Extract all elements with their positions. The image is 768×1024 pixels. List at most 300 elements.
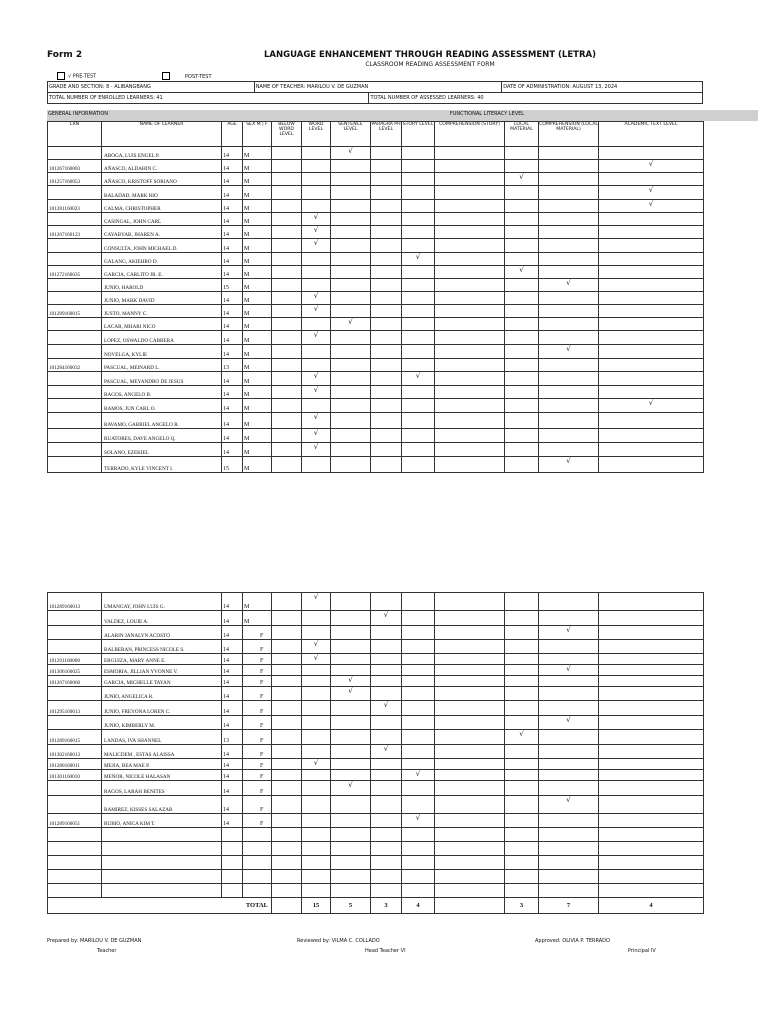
blank-row — [48, 870, 704, 884]
table-row — [48, 593, 704, 611]
sex-cell: M — [243, 226, 272, 239]
table-row — [48, 781, 704, 796]
level-paragraph-cell: √ — [371, 745, 402, 759]
level-local-material-cell — [505, 239, 539, 253]
level-local-material-cell — [505, 781, 539, 796]
level-word-cell — [302, 173, 331, 186]
level-word-cell — [302, 687, 331, 701]
lrn-cell: 101301160010 — [48, 770, 102, 781]
empty-cell — [435, 842, 505, 856]
level-comp-local-cell — [539, 226, 599, 239]
level-comp-local-cell — [539, 443, 599, 457]
level-paragraph-cell: √ — [371, 701, 402, 716]
empty-cell — [505, 842, 539, 856]
page-subtitle: CLASSROOM READING ASSESSMENT FORM — [365, 61, 495, 68]
empty-cell — [539, 842, 599, 856]
level-paragraph-cell — [371, 640, 402, 654]
level-sentence-cell — [331, 593, 371, 611]
table-row — [48, 457, 704, 473]
enrolled-count: TOTAL NUMBER OF ENROLLED LEARNERS: 41 — [48, 93, 369, 104]
lrn-cell: 101280160011 — [48, 759, 102, 770]
level-paragraph-cell — [371, 173, 402, 186]
table-row — [48, 226, 704, 239]
age-cell: 14 — [222, 200, 243, 213]
col-comp-story: COMPREHENSION (STORY) — [435, 122, 505, 147]
sex-cell: M — [243, 443, 272, 457]
empty-cell — [402, 884, 435, 898]
level-academic-cell — [599, 386, 704, 399]
post-test-checkbox[interactable] — [162, 72, 170, 80]
level-sentence-cell — [331, 745, 371, 759]
empty-cell — [402, 828, 435, 842]
lrn-cell: 101289160015 — [48, 305, 102, 318]
level-paragraph-cell — [371, 213, 402, 226]
level-below-cell — [272, 318, 302, 331]
level-story-cell — [402, 640, 435, 654]
level-local-material-cell — [505, 186, 539, 200]
level-word-cell — [302, 730, 331, 745]
level-comp-local-cell — [539, 654, 599, 665]
level-comp-story-cell — [435, 687, 505, 701]
level-below-cell — [272, 770, 302, 781]
level-comp-story-cell — [435, 413, 505, 429]
sex-cell: M — [243, 253, 272, 266]
level-story-cell — [402, 626, 435, 640]
level-local-material-cell — [505, 676, 539, 687]
pre-test-checkbox[interactable] — [57, 72, 65, 80]
empty-cell — [272, 828, 302, 842]
level-story-cell — [402, 443, 435, 457]
reviewed-by: Reviewed by: VILMA C. COLLADO — [297, 938, 380, 944]
level-word-cell — [302, 200, 331, 213]
level-local-material-cell — [505, 359, 539, 372]
table-row — [48, 173, 704, 186]
sex-cell: F — [243, 730, 272, 745]
level-story-cell — [402, 716, 435, 730]
level-comp-local-cell: √ — [539, 665, 599, 676]
level-comp-story-cell — [435, 730, 505, 745]
level-word-cell — [302, 665, 331, 676]
level-comp-story-cell — [435, 759, 505, 770]
level-academic-cell — [599, 781, 704, 796]
empty-cell — [435, 856, 505, 870]
post-test-option[interactable] — [162, 72, 212, 80]
empty-cell — [402, 870, 435, 884]
level-below-cell — [272, 239, 302, 253]
level-local-material-cell — [505, 593, 539, 611]
table-row — [48, 147, 704, 160]
level-word-cell: √ — [302, 239, 331, 253]
level-below-cell — [272, 399, 302, 413]
total-story: 4 — [402, 898, 435, 914]
level-story-cell — [402, 593, 435, 611]
table-row — [48, 814, 704, 828]
level-story-cell — [402, 399, 435, 413]
level-word-cell: √ — [302, 226, 331, 239]
level-academic-cell — [599, 687, 704, 701]
level-comp-story-cell — [435, 173, 505, 186]
empty-cell — [272, 884, 302, 898]
learner-name-cell: LANDAS, IVA SHANNEL — [102, 730, 222, 745]
empty-cell — [302, 842, 331, 856]
level-word-cell: √ — [302, 305, 331, 318]
level-sentence-cell — [331, 701, 371, 716]
level-local-material-cell — [505, 413, 539, 429]
age-cell: 13 — [222, 730, 243, 745]
level-paragraph-cell — [371, 687, 402, 701]
level-academic-cell — [599, 665, 704, 676]
sex-cell: M — [243, 611, 272, 626]
level-local-material-cell: √ — [505, 730, 539, 745]
age-cell: 14 — [222, 593, 243, 611]
level-comp-local-cell — [539, 759, 599, 770]
sex-cell: F — [243, 716, 272, 730]
level-comp-story-cell — [435, 318, 505, 331]
learner-name-cell: ABOGA, LUIS ENGEL P. — [102, 147, 222, 160]
assessment-table-page2 — [47, 592, 704, 914]
lrn-cell — [48, 626, 102, 640]
col-local-material: LOCAL MATERIAL — [505, 122, 539, 147]
level-academic-cell: √ — [599, 200, 704, 213]
level-sentence-cell — [331, 770, 371, 781]
level-comp-local-cell — [539, 814, 599, 828]
level-word-cell — [302, 359, 331, 372]
level-sentence-cell — [331, 213, 371, 226]
age-cell: 14 — [222, 701, 243, 716]
level-comp-local-cell — [539, 399, 599, 413]
level-word-cell — [302, 457, 331, 473]
age-cell: 14 — [222, 676, 243, 687]
level-comp-story-cell — [435, 160, 505, 173]
level-comp-local-cell — [539, 253, 599, 266]
level-comp-local-cell — [539, 318, 599, 331]
level-comp-local-cell — [539, 429, 599, 443]
form-label: Form 2 — [47, 50, 83, 60]
level-paragraph-cell: √ — [371, 611, 402, 626]
post-test-label: POST-TEST — [185, 73, 212, 80]
level-comp-story-cell — [435, 345, 505, 359]
level-sentence-cell — [331, 796, 371, 814]
total-word: 15 — [302, 898, 331, 914]
level-comp-local-cell — [539, 266, 599, 279]
level-sentence-cell — [331, 253, 371, 266]
sex-cell: M — [243, 457, 272, 473]
level-local-material-cell — [505, 399, 539, 413]
level-local-material-cell — [505, 345, 539, 359]
level-paragraph-cell — [371, 186, 402, 200]
lrn-cell: 101267160003 — [48, 160, 102, 173]
level-word-cell: √ — [302, 213, 331, 226]
age-cell: 14 — [222, 226, 243, 239]
level-word-cell — [302, 253, 331, 266]
learner-name-cell: CAYABYAB, JHAREN A. — [102, 226, 222, 239]
learner-name-cell: TERRADO, KYLE VINCENT I. — [102, 457, 222, 473]
empty-cell — [222, 828, 243, 842]
learner-name-cell: PASCUAL, MEYANDRO DE JESUS — [102, 372, 222, 386]
level-sentence-cell — [331, 413, 371, 429]
level-comp-story-cell — [435, 239, 505, 253]
level-academic-cell — [599, 359, 704, 372]
level-word-cell — [302, 160, 331, 173]
empty-cell — [222, 884, 243, 898]
level-comp-story-cell — [435, 716, 505, 730]
level-sentence-cell: √ — [331, 687, 371, 701]
level-word-cell — [302, 796, 331, 814]
level-comp-story-cell — [435, 253, 505, 266]
empty-cell — [272, 842, 302, 856]
level-story-cell — [402, 359, 435, 372]
info-table — [47, 81, 703, 104]
lrn-cell — [48, 640, 102, 654]
level-comp-story-cell — [435, 147, 505, 160]
lrn-cell — [48, 292, 102, 305]
total-below — [272, 898, 302, 914]
empty-cell — [435, 870, 505, 884]
level-story-cell — [402, 213, 435, 226]
level-story-cell — [402, 160, 435, 173]
learner-name-cell: RAVAMO, GABRIEL ANGELO R. — [102, 413, 222, 429]
level-paragraph-cell — [371, 796, 402, 814]
empty-cell — [371, 856, 402, 870]
age-cell: 14 — [222, 759, 243, 770]
level-comp-story-cell — [435, 701, 505, 716]
level-comp-story-cell — [435, 814, 505, 828]
total-academic: 4 — [599, 898, 704, 914]
sex-cell: F — [243, 701, 272, 716]
level-local-material-cell — [505, 796, 539, 814]
empty-cell — [331, 856, 371, 870]
level-paragraph-cell — [371, 372, 402, 386]
col-comp-local: COMPREHENSION (LOCAL MATERIAL) — [539, 122, 599, 147]
level-local-material-cell — [505, 386, 539, 399]
empty-cell — [48, 870, 102, 884]
age-cell: 14 — [222, 665, 243, 676]
level-sentence-cell — [331, 626, 371, 640]
level-comp-story-cell — [435, 796, 505, 814]
empty-cell — [272, 870, 302, 884]
level-below-cell — [272, 359, 302, 372]
level-below-cell — [272, 665, 302, 676]
level-below-cell — [272, 701, 302, 716]
level-word-cell — [302, 814, 331, 828]
learner-name-cell: JUNIO, ANGELICA R. — [102, 687, 222, 701]
grade-section: GRADE AND SECTION: 8 - ALIBANGBANG — [48, 82, 255, 93]
level-academic-cell — [599, 429, 704, 443]
level-below-cell — [272, 429, 302, 443]
lrn-cell — [48, 687, 102, 701]
table-row — [48, 266, 704, 279]
level-below-cell — [272, 226, 302, 239]
age-cell: 14 — [222, 345, 243, 359]
age-cell: 14 — [222, 745, 243, 759]
level-sentence-cell: √ — [331, 318, 371, 331]
table-row — [48, 318, 704, 331]
level-academic-cell — [599, 318, 704, 331]
level-academic-cell — [599, 676, 704, 687]
level-paragraph-cell — [371, 413, 402, 429]
level-comp-local-cell — [539, 359, 599, 372]
level-comp-story-cell — [435, 292, 505, 305]
level-comp-local-cell: √ — [539, 716, 599, 730]
level-academic-cell — [599, 292, 704, 305]
learner-name-cell: GARCIA, MICHELLE TAYAN — [102, 676, 222, 687]
level-paragraph-cell — [371, 345, 402, 359]
blank-row — [48, 828, 704, 842]
table-row — [48, 701, 704, 716]
level-sentence-cell — [331, 239, 371, 253]
level-academic-cell — [599, 147, 704, 160]
assessed-count: TOTAL NUMBER OF ASSESSED LEARNERS: 40 — [369, 93, 703, 104]
level-sentence-cell: √ — [331, 147, 371, 160]
learner-name-cell: JUNIO, MARK DAVID — [102, 292, 222, 305]
level-word-cell — [302, 781, 331, 796]
level-below-cell — [272, 279, 302, 292]
level-comp-story-cell — [435, 676, 505, 687]
level-word-cell: √ — [302, 413, 331, 429]
learner-name-cell: PASCUAL, MEINARD L. — [102, 359, 222, 372]
level-academic-cell — [599, 173, 704, 186]
learner-name-cell: LACAR, MHARI NICO — [102, 318, 222, 331]
level-academic-cell — [599, 716, 704, 730]
learner-name-cell: LOPEZ, OSWALDO CABRERA — [102, 331, 222, 345]
total-comp-story — [435, 898, 505, 914]
level-comp-story-cell — [435, 359, 505, 372]
sex-cell: M — [243, 399, 272, 413]
level-below-cell — [272, 654, 302, 665]
age-cell: 14 — [222, 770, 243, 781]
age-cell: 14 — [222, 654, 243, 665]
empty-cell — [371, 828, 402, 842]
level-sentence-cell — [331, 359, 371, 372]
learner-name-cell: RAGOS, LARAH BENITES — [102, 781, 222, 796]
level-below-cell — [272, 213, 302, 226]
learner-name-cell: MEJIA, BEA MAE P. — [102, 759, 222, 770]
level-word-cell: √ — [302, 654, 331, 665]
level-sentence-cell — [331, 654, 371, 665]
level-local-material-cell — [505, 429, 539, 443]
age-cell: 14 — [222, 443, 243, 457]
level-sentence-cell — [331, 443, 371, 457]
table-row — [48, 279, 704, 292]
sex-cell: M — [243, 386, 272, 399]
learner-name-cell: SOLANO, EZEKIEL — [102, 443, 222, 457]
level-local-material-cell — [505, 160, 539, 173]
level-word-cell: √ — [302, 429, 331, 443]
level-comp-story-cell — [435, 226, 505, 239]
level-word-cell — [302, 745, 331, 759]
level-comp-local-cell — [539, 292, 599, 305]
level-paragraph-cell — [371, 200, 402, 213]
sex-cell: F — [243, 665, 272, 676]
level-word-cell — [302, 279, 331, 292]
level-comp-local-cell — [539, 611, 599, 626]
pre-test-option[interactable] — [57, 72, 96, 80]
sex-cell: F — [243, 745, 272, 759]
empty-cell — [505, 870, 539, 884]
level-below-cell — [272, 611, 302, 626]
empty-cell — [599, 870, 704, 884]
table-row — [48, 372, 704, 386]
level-sentence-cell — [331, 345, 371, 359]
level-sentence-cell — [331, 266, 371, 279]
level-local-material-cell — [505, 147, 539, 160]
empty-cell — [222, 842, 243, 856]
level-comp-local-cell — [539, 781, 599, 796]
age-cell: 14 — [222, 318, 243, 331]
table-row — [48, 213, 704, 226]
table-row — [48, 654, 704, 665]
table-row — [48, 687, 704, 701]
level-paragraph-cell — [371, 626, 402, 640]
approved-role: Principal IV — [628, 948, 656, 954]
empty-cell — [505, 884, 539, 898]
col-story: STORY LEVEL — [402, 122, 435, 147]
empty-cell — [539, 828, 599, 842]
level-sentence-cell — [331, 305, 371, 318]
level-comp-local-cell — [539, 213, 599, 226]
level-academic-cell — [599, 730, 704, 745]
empty-cell — [102, 856, 222, 870]
table-row — [48, 253, 704, 266]
age-cell: 14 — [222, 372, 243, 386]
level-below-cell — [272, 716, 302, 730]
level-sentence-cell — [331, 457, 371, 473]
totals-label: TOTAL — [48, 898, 272, 914]
level-below-cell — [272, 730, 302, 745]
age-cell: 14 — [222, 429, 243, 443]
lrn-cell: 101257160053 — [48, 173, 102, 186]
age-cell: 14 — [222, 814, 243, 828]
level-comp-local-cell — [539, 331, 599, 345]
sex-cell: M — [243, 305, 272, 318]
level-local-material-cell — [505, 687, 539, 701]
sex-cell: M — [243, 173, 272, 186]
empty-cell — [371, 884, 402, 898]
level-academic-cell — [599, 413, 704, 429]
level-comp-story-cell — [435, 611, 505, 626]
level-story-cell: √ — [402, 372, 435, 386]
level-story-cell — [402, 318, 435, 331]
empty-cell — [222, 870, 243, 884]
level-word-cell: √ — [302, 372, 331, 386]
level-academic-cell — [599, 593, 704, 611]
col-sentence: SENTENCE LEVEL — [331, 122, 371, 147]
learner-name-cell: RUBIO, ANICA KIM T. — [102, 814, 222, 828]
level-comp-local-cell — [539, 200, 599, 213]
lrn-cell: 101291160008 — [48, 654, 102, 665]
level-academic-cell — [599, 213, 704, 226]
col-age: AGE — [222, 122, 243, 147]
level-below-cell — [272, 345, 302, 359]
age-cell: 14 — [222, 413, 243, 429]
level-story-cell — [402, 654, 435, 665]
level-sentence-cell — [331, 372, 371, 386]
lrn-cell: 101272160035 — [48, 266, 102, 279]
level-sentence-cell — [331, 331, 371, 345]
level-sentence-cell — [331, 640, 371, 654]
learner-name-cell: RUATORES, DAVE ANGELO Q. — [102, 429, 222, 443]
lrn-cell — [48, 399, 102, 413]
learner-name-cell: JUNIO, KIMBERLY M. — [102, 716, 222, 730]
level-comp-local-cell — [539, 239, 599, 253]
empty-cell — [302, 828, 331, 842]
empty-cell — [539, 870, 599, 884]
level-academic-cell — [599, 701, 704, 716]
lrn-cell: 101281160023 — [48, 200, 102, 213]
age-cell: 14 — [222, 305, 243, 318]
level-paragraph-cell — [371, 359, 402, 372]
table-row — [48, 626, 704, 640]
